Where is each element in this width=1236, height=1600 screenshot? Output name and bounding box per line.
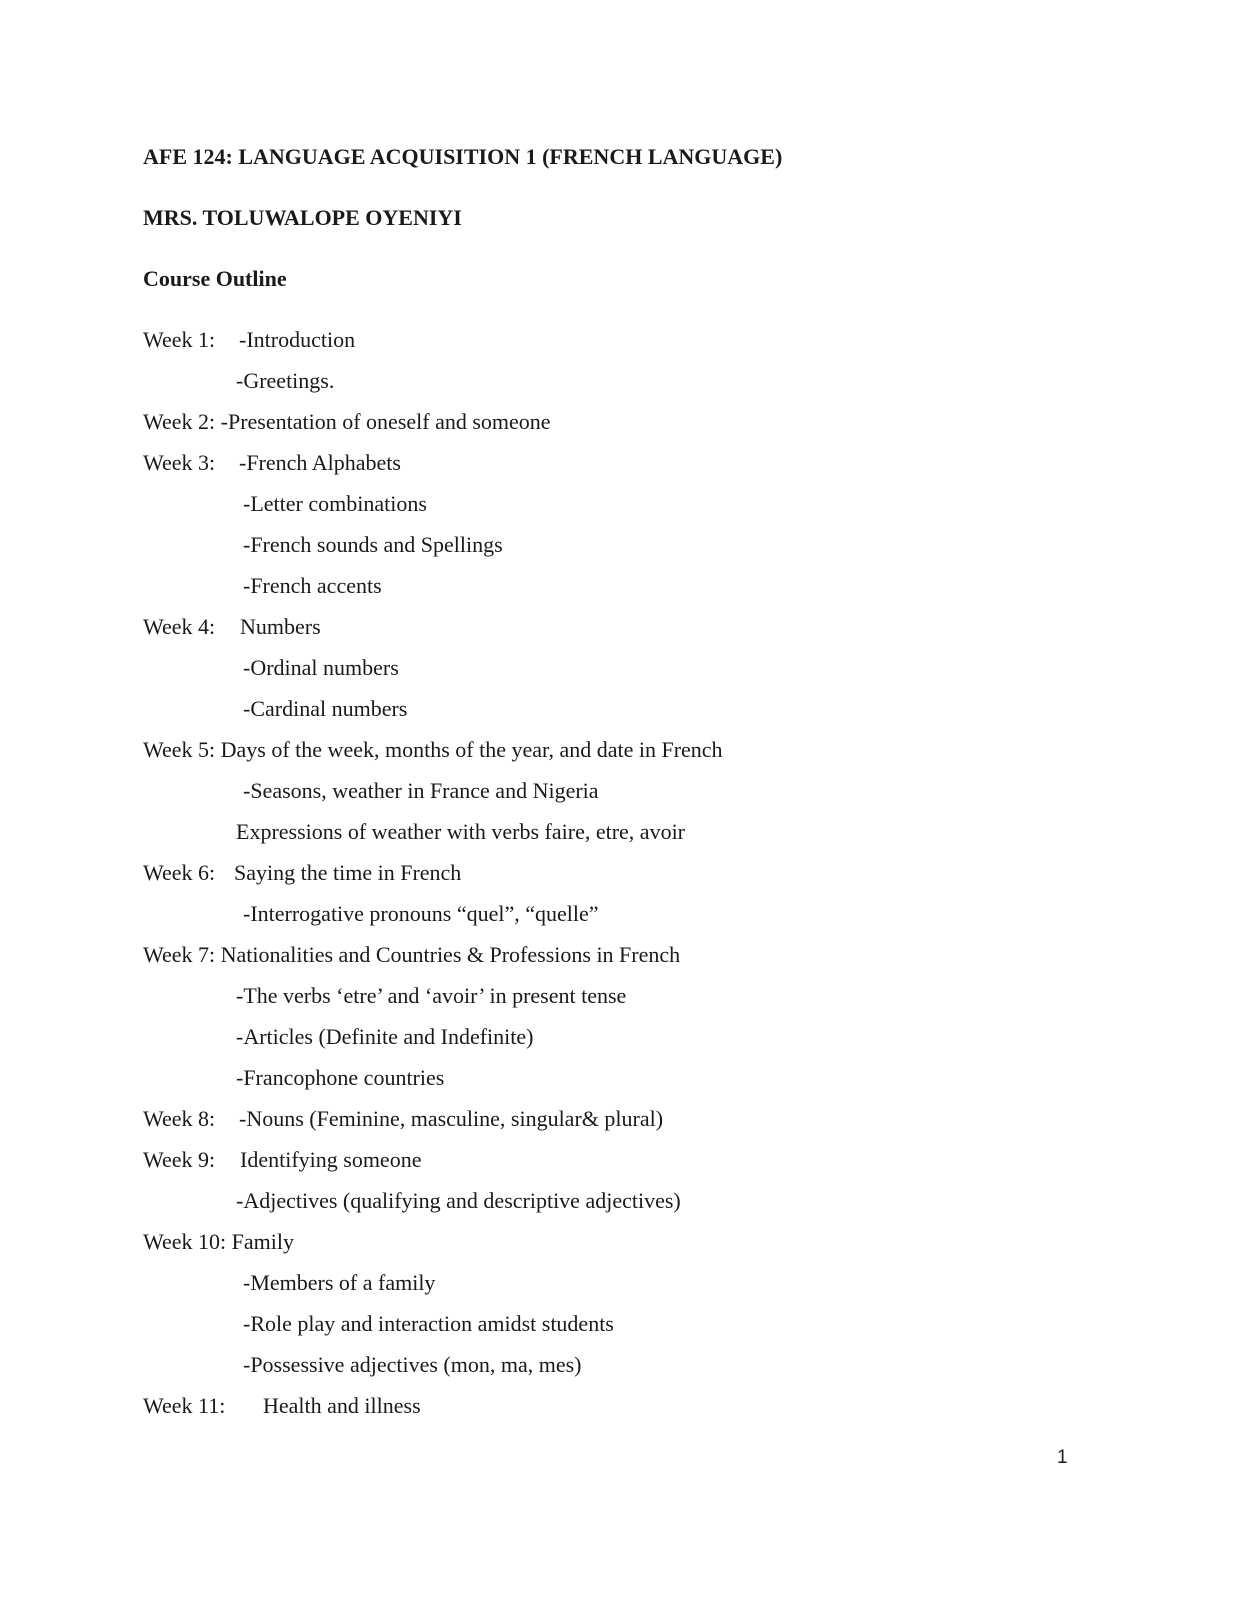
week-subtopic: Expressions of weather with verbs faire, etre, avoir (236, 819, 686, 844)
week-topic: Identifying someone (240, 1147, 422, 1172)
section-heading: Course Outline (143, 266, 287, 291)
week-subtopic: -Ordinal numbers (243, 655, 399, 680)
week-subtopic: -Possessive adjectives (mon, ma, mes) (243, 1352, 582, 1377)
week-label: Week 11: (143, 1393, 226, 1418)
week-label: Week 3: (143, 450, 216, 475)
week-subtopic: -French accents (243, 573, 382, 598)
week-subtopic: -Adjectives (qualifying and descriptive adjectives) (236, 1188, 681, 1213)
week-line: Week 2: -Presentation of oneself and someone (143, 409, 551, 434)
week-label: Week 9: (143, 1147, 216, 1172)
lecturer-name: MRS. TOLUWALOPE OYENIYI (143, 205, 462, 230)
week-line: Week 10: Family (143, 1229, 294, 1254)
week-topic: Numbers (240, 614, 321, 639)
week-line: Week 7: Nationalities and Countries & Professions in French (143, 942, 681, 967)
week-label: Week 4: (143, 614, 216, 639)
week-topic: -Introduction (239, 327, 356, 352)
week-subtopic: -Articles (Definite and Indefinite) (236, 1024, 534, 1049)
week-line: Week 5: Days of the week, months of the year, and date in French (143, 737, 723, 762)
week-subtopic: -Role play and interaction amidst students (243, 1311, 614, 1336)
page-number: 1 (1057, 1447, 1068, 1468)
week-topic: Saying the time in French (234, 860, 462, 885)
week-subtopic: -Cardinal numbers (243, 696, 408, 721)
week-topic: Health and illness (263, 1393, 421, 1418)
week-subtopic: -French sounds and Spellings (243, 532, 503, 557)
week-subtopic: -The verbs ‘etre’ and ‘avoir’ in present tense (236, 983, 627, 1008)
week-subtopic: -Members of a family (243, 1270, 436, 1295)
week-label: Week 6: (143, 860, 216, 885)
week-label: Week 8: (143, 1106, 216, 1131)
week-subtopic: -Greetings. (236, 368, 335, 393)
week-subtopic: -Interrogative pronouns “quel”, “quelle” (243, 901, 599, 926)
week-subtopic: -Letter combinations (243, 491, 427, 516)
week-topic: -French Alphabets (239, 450, 401, 475)
week-topic: -Nouns (Feminine, masculine, singular& plural) (239, 1106, 664, 1131)
week-label: Week 1: (143, 327, 216, 352)
week-subtopic: -Seasons, weather in France and Nigeria (243, 778, 599, 803)
course-title: AFE 124: LANGUAGE ACQUISITION 1 (FRENCH LANGUAGE) (143, 144, 783, 169)
week-subtopic: -Francophone countries (236, 1065, 445, 1090)
